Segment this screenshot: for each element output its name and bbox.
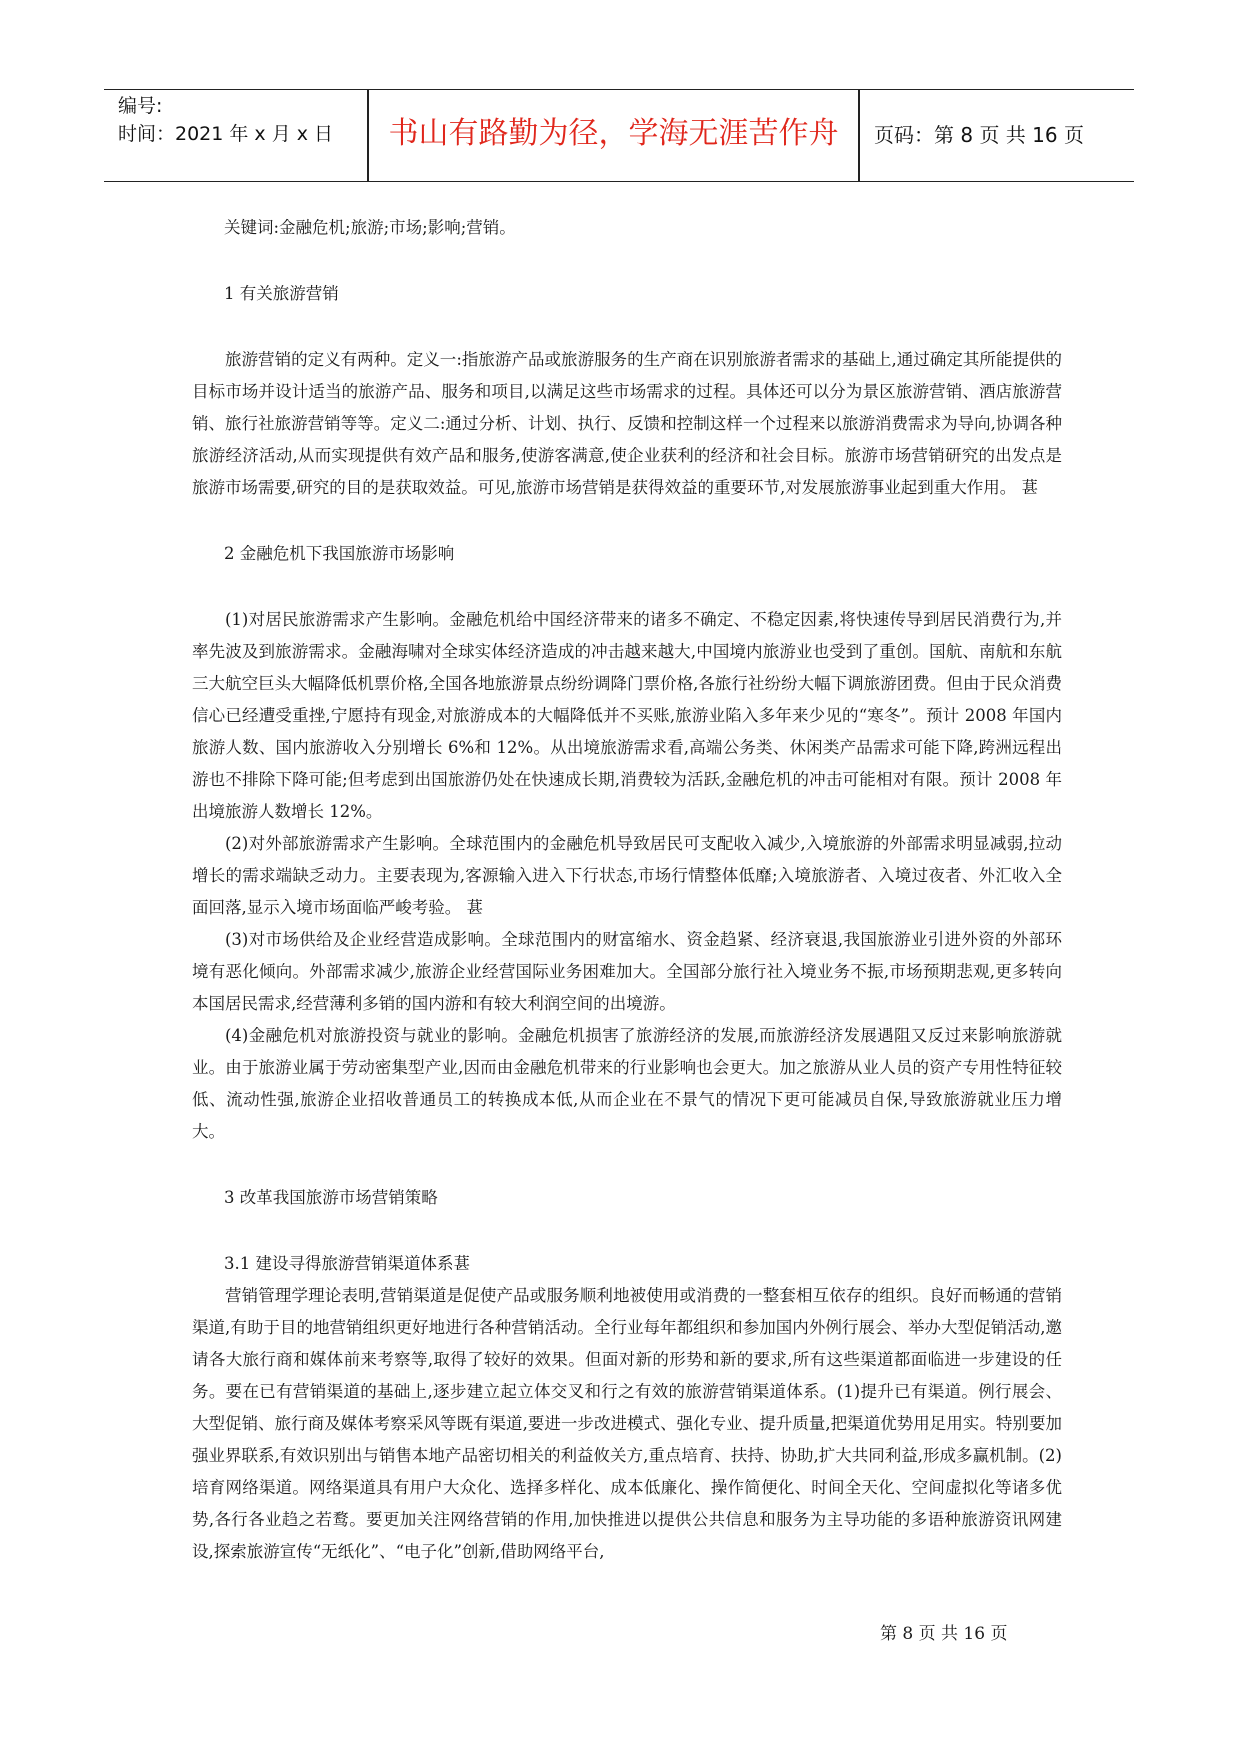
header-motto: 书山有路勤为径，学海无涯苦作舟 bbox=[388, 116, 839, 151]
section-2-paragraph-4: (4)金融危机对旅游投资与就业的影响。金融危机损害了旅游经济的发展,而旅游经济发展遇阻又反过来影响旅游就业。由于旅游业属于劳动密集型产业,因而由金融危机带来的行业影响也会更大。加之旅游从业人员的资产专用性特征较低、流动性强,旅游企业招收普通员工的转换成本低,从而企业在不景气的情况下更可能减员自保,导致旅游就业压力增大。 bbox=[192, 1026, 1062, 1141]
document-body bbox=[192, 212, 1062, 1568]
header-divider bbox=[858, 90, 860, 181]
document-time-label: 时间：2021 年 x 月 x 日 bbox=[118, 123, 334, 145]
section-1-title: 1 有关旅游营销 bbox=[224, 284, 339, 303]
document-number-label: 编号: bbox=[118, 95, 163, 117]
header-meta bbox=[118, 92, 333, 148]
keywords-line: 关键词:金融危机;旅游;市场;影响;营销。 bbox=[224, 218, 516, 237]
section-2-paragraph-1: (1)对居民旅游需求产生影响。金融危机给中国经济带来的诸多不确定、不稳定因素,将快速传导到居民消费行为,并率先波及到旅游需求。金融海啸对全球实体经济造成的冲击越来越大,中国境内旅游业也受到了重创。国航、南航和东航三大航空巨头大幅降低机票价格,全国各地旅游景点纷纷调降门票价格,各旅行社纷纷大幅下调旅游团费。但由于民众消费信心已经遭受重挫,宁愿持有现金,对旅游成本的大幅降低并不买账,旅游业陷入多年来少见的“寒冬”。预计 2008 年国内旅游人数、国内旅游收入分别增长 6%和 12%。从出境旅游需求看,高端公务类、休闲类产品需求可能下降,跨洲远程出游也不排除下降可能;但考虑到出国旅游仍处在快速成长期,消费较为活跃,金融危机的冲击可能相对有限。预计 2008 年出境旅游人数增长 12%。 bbox=[192, 610, 1062, 821]
section-3-1-title: 3.1 建设寻得旅游营销渠道体系葚 bbox=[224, 1254, 470, 1273]
section-3-1-paragraph: 营销管理学理论表明,营销渠道是促使产品或服务顺利地被使用或消费的一整套相互依存的组织。良好而畅通的营销渠道,有助于目的地营销组织更好地进行各种营销活动。全行业每年都组织和参加国内外例行展会、举办大型促销活动,邀请各大旅行商和媒体前来考察等,取得了较好的效果。但面对新的形势和新的要求,所有这些渠道都面临进一步建设的任务。要在已有营销渠道的基础上,逐步建立起立体交叉和行之有效的旅游营销渠道体系。(1)提升已有渠道。例行展会、大型促销、旅行商及媒体考察采风等既有渠道,要进一步改进模式、强化专业、提升质量,把渠道优势用足用实。特别要加强业界联系,有效识别出与销售本地产品密切相关的利益攸关方,重点培育、扶持、协助,扩大共同利益,形成多赢机制。(2)培育网络渠道。网络渠道具有用户大众化、选择多样化、成本低廉化、操作简便化、时间全天化、空间虚拟化等诸多优势,各行各业趋之若鹜。要更加关注网络营销的作用,加快推进以提供公共信息和服务为主导功能的多语种旅游资讯网建设,探索旅游宣传“无纸化”、“电子化”创新,借助网络平台, bbox=[192, 1286, 1062, 1561]
header-page-number: 页码：第 8 页 共 16 页 bbox=[874, 123, 1084, 147]
section-2-title: 2 金融危机下我国旅游市场影响 bbox=[224, 544, 455, 563]
section-2-paragraph-3: (3)对市场供给及企业经营造成影响。全球范围内的财富缩水、资金趋紧、经济衰退,我国旅游业引进外资的外部环境有恶化倾向。外部需求减少,旅游企业经营国际业务困难加大。全国部分旅行社入境业务不振,市场预期悲观,更多转向本国居民需求,经营薄利多销的国内游和有较大利润空间的出境游。 bbox=[192, 930, 1062, 1013]
page-footer: 第 8 页 共 16 页 bbox=[880, 1624, 1008, 1644]
section-2-paragraph-2: (2)对外部旅游需求产生影响。全球范围内的金融危机导致居民可支配收入减少,入境旅游的外部需求明显减弱,拉动增长的需求端缺乏动力。主要表现为,客源输入进入下行状态,市场行情整体低靡;入境旅游者、入境过夜者、外汇收入全面回落,显示入境市场面临严峻考验。 葚 bbox=[192, 834, 1062, 917]
section-3-title: 3 改革我国旅游市场营销策略 bbox=[224, 1188, 438, 1207]
page-header bbox=[104, 89, 1134, 182]
section-1-paragraph: 旅游营销的定义有两种。定义一:指旅游产品或旅游服务的生产商在识别旅游者需求的基础上,通过确定其所能提供的目标市场并设计适当的旅游产品、服务和项目,以满足这些市场需求的过程。具体还可以分为景区旅游营销、酒店旅游营销、旅行社旅游营销等等。定义二:通过分析、计划、执行、反馈和控制这样一个过程来以旅游消费需求为导向,协调各种旅游经济活动,从而实现提供有效产品和服务,使游客满意,使企业获利的经济和社会目标。旅游市场营销研究的出发点是旅游市场需要,研究的目的是获取效益。可见,旅游市场营销是获得效益的重要环节,对发展旅游事业起到重大作用。 葚 bbox=[192, 350, 1062, 497]
